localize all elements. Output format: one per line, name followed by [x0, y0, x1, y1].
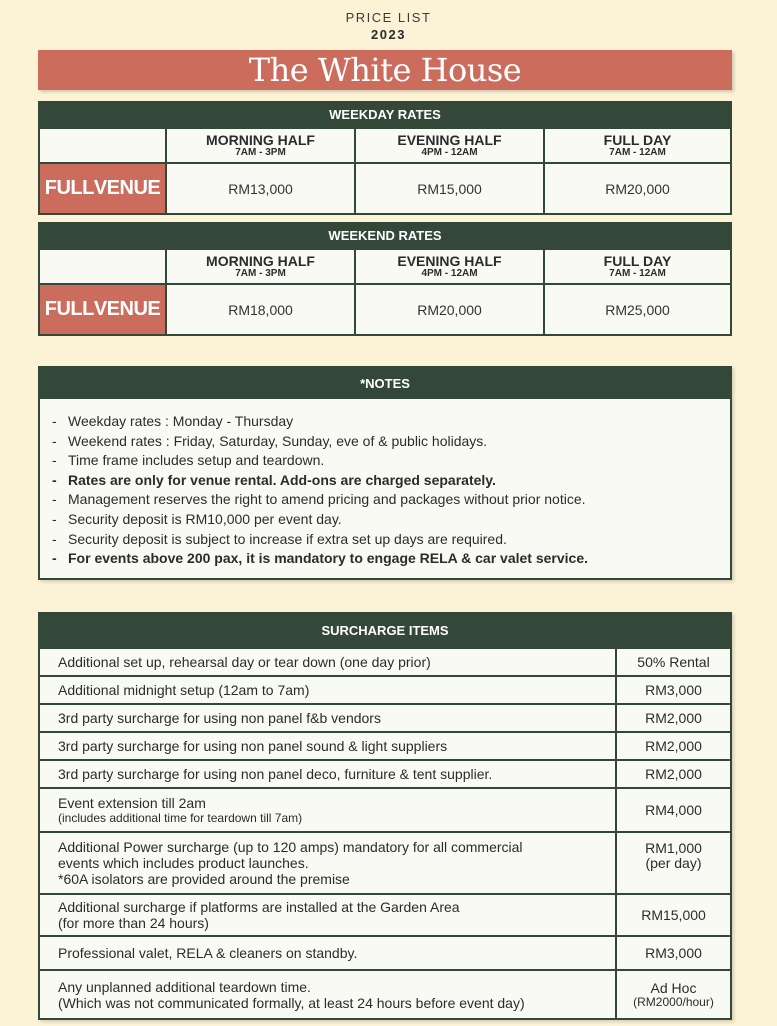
surcharge-price: RM3,000: [645, 681, 702, 698]
note-item: - Time frame includes setup and teardown.: [52, 452, 325, 469]
weekend-price-row: [40, 283, 730, 334]
surcharge-desc: Additional surcharge if platforms are installed at the Garden Area (for more than 24 hours): [40, 895, 617, 935]
surcharge-desc: Additional midnight setup (12am to 7am): [40, 677, 617, 703]
surcharge-desc: Any unplanned additional teardown time. (Which was not communicated formally, at least 24 hours before event day): [40, 971, 617, 1018]
surcharge-heading: SURCHARGE ITEMS: [40, 614, 730, 647]
price-cell: RM18,000: [167, 285, 356, 334]
surcharge-price: RM4,000: [645, 801, 702, 818]
weekday-rates-table: [38, 101, 732, 215]
surcharge-price: RM15,000: [641, 906, 706, 923]
note-item: - Security deposit is RM10,000 per event day.: [52, 510, 342, 527]
notes-panel: [38, 366, 732, 580]
period-time: 7AM - 12AM: [609, 268, 666, 279]
surcharge-desc: Additional Power surcharge (up to 120 amps) mandatory for all commercial events which includes product launches. *60A isolators are provided around the premise: [40, 833, 617, 893]
notes-list: [40, 399, 730, 569]
surcharge-desc: 3rd party surcharge for using non panel f&b vendors: [40, 705, 617, 731]
price-list-year: 2023: [371, 27, 406, 42]
full-venue-label: [40, 285, 167, 334]
price-cell: RM25,000: [605, 301, 670, 318]
venue-title: The White House: [248, 51, 522, 89]
table-row: [40, 831, 730, 893]
surcharge-desc: Event extension till 2am (includes additional time for teardown till 7am): [40, 789, 617, 831]
full-venue-label: [40, 164, 167, 213]
period-name: EVENING HALF: [397, 132, 502, 148]
surcharge-price: 50% Rental: [637, 653, 710, 670]
venue-line-2: VENUE: [93, 177, 161, 199]
note-item: - For events above 200 pax, it is mandatory to engage RELA & car valet service.: [52, 550, 589, 567]
period-header-cell: [167, 250, 356, 283]
period-name: EVENING HALF: [397, 253, 502, 269]
weekend-rates-table: [38, 222, 732, 336]
table-row: [40, 759, 730, 787]
table-row: [40, 703, 730, 731]
table-row: [40, 935, 730, 969]
period-time: 4PM - 12AM: [421, 147, 478, 158]
period-time: 7AM - 3PM: [235, 147, 286, 158]
note-item: - Security deposit is subject to increase if extra set up days are required.: [52, 530, 507, 547]
note-item: - Management reserves the right to amend pricing and packages without prior notice.: [52, 491, 586, 508]
surcharge-desc: Professional valet, RELA & cleaners on standby.: [40, 937, 617, 969]
price-cell: RM15,000: [356, 164, 545, 213]
period-name: FULL DAY: [603, 253, 672, 269]
surcharge-price: RM2,000: [645, 737, 702, 754]
weekend-period-header-row: [40, 248, 730, 283]
price-list-label: PRICE LIST: [345, 10, 432, 25]
price-cell: RM13,000: [167, 164, 356, 213]
weekday-period-header-row: [40, 127, 730, 162]
surcharge-desc: Additional set up, rehearsal day or tear down (one day prior): [40, 649, 617, 675]
period-header-cell: [545, 129, 730, 162]
price-cell: RM20,000: [356, 285, 545, 334]
surcharge-price: RM3,000: [645, 944, 702, 961]
table-row: [40, 647, 730, 675]
surcharge-price: RM1,000 (per day): [645, 840, 702, 871]
period-name: FULL DAY: [603, 132, 672, 148]
empty-corner-cell: [40, 129, 167, 162]
weekday-rates-heading: WEEKDAY RATES: [40, 103, 730, 127]
empty-corner-cell: [40, 250, 167, 283]
surcharge-price: Ad Hoc (RM2000/hour): [633, 979, 714, 1009]
surcharge-price: RM2,000: [645, 709, 702, 726]
period-header-cell: [356, 250, 545, 283]
period-header-cell: [545, 250, 730, 283]
note-item: - Weekday rates : Monday - Thursday: [52, 413, 294, 429]
period-name: MORNING HALF: [206, 132, 315, 148]
period-name: MORNING HALF: [206, 253, 315, 269]
surcharge-desc: 3rd party surcharge for using non panel deco, furniture & tent supplier.: [40, 761, 617, 787]
surcharge-desc: 3rd party surcharge for using non panel sound & light suppliers: [40, 733, 617, 759]
venue-line-1: FULL: [44, 177, 94, 199]
table-row: [40, 787, 730, 831]
weekday-price-row: [40, 162, 730, 213]
period-time: 7AM - 12AM: [609, 147, 666, 158]
period-time: 7AM - 3PM: [235, 268, 286, 279]
period-header-cell: [356, 129, 545, 162]
table-row: [40, 969, 730, 1018]
table-row: [40, 893, 730, 935]
notes-heading: *NOTES: [40, 368, 730, 399]
venue-line-1: FULL: [44, 298, 94, 320]
period-header-cell: [167, 129, 356, 162]
weekend-rates-heading: WEEKEND RATES: [40, 224, 730, 248]
table-row: [40, 731, 730, 759]
table-row: [40, 675, 730, 703]
period-time: 4PM - 12AM: [421, 268, 478, 279]
price-cell: RM20,000: [605, 180, 670, 197]
surcharge-table: [38, 612, 732, 1020]
title-banner: [38, 50, 732, 90]
note-item: - Rates are only for venue rental. Add-ons are charged separately.: [52, 471, 496, 488]
note-item: - Weekend rates : Friday, Saturday, Sunday, eve of & public holidays.: [52, 432, 488, 449]
venue-line-2: VENUE: [93, 298, 161, 320]
surcharge-price: RM2,000: [645, 765, 702, 782]
